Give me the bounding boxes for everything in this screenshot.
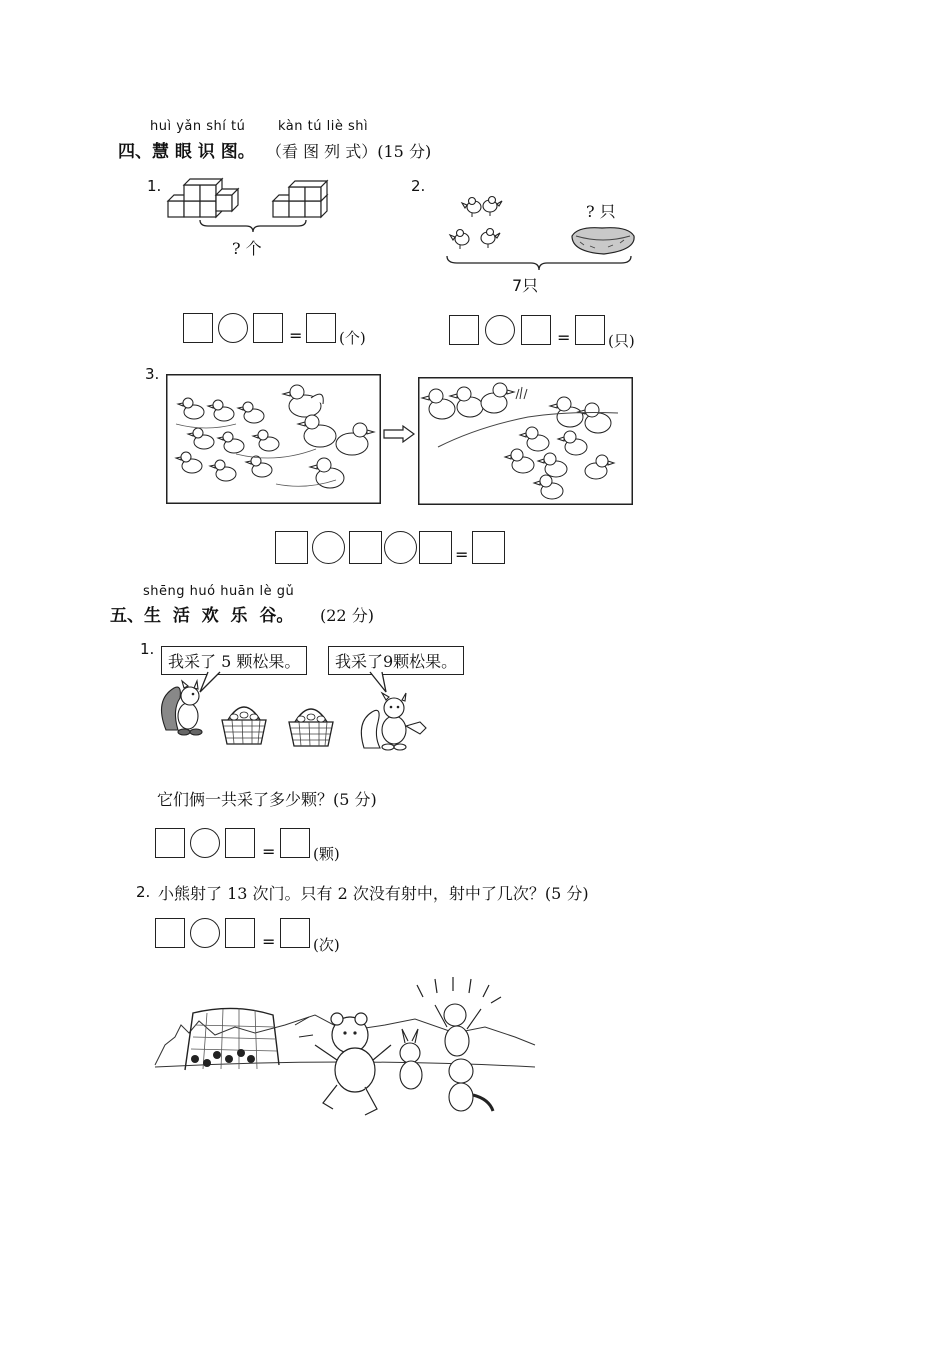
nest-icon [568,222,638,258]
answer-box[interactable] [225,918,255,948]
operator-circle[interactable] [190,828,220,858]
operator-circle[interactable] [485,315,515,345]
answer-box[interactable] [449,315,479,345]
section-4-subtitle: （看 图 列 式）(15 分) [266,142,432,161]
pinyin-heading-4b: kàn tú liè shì [278,119,369,134]
basket-icon [218,700,270,746]
equals-sign: = [262,842,276,861]
answer-box[interactable] [155,918,185,948]
question-number: 1. [147,177,162,195]
duck-scene-after [418,377,633,505]
answer-box[interactable] [280,918,310,948]
duck-scene-before [166,374,381,504]
pinyin-heading-4a: huì yǎn shí tú [150,119,246,134]
answer-box[interactable] [419,531,452,564]
question-number: 3. [145,365,160,383]
equals-sign: = [455,545,469,564]
speech-bubble: 我采了9颗松果。 [328,646,464,675]
question-label: ? 只 [586,202,616,221]
answer-box[interactable] [183,313,213,343]
answer-box[interactable] [472,531,505,564]
brace-1 [198,218,308,234]
basket-icon [285,702,337,748]
speech-bubble: 我采了 5 颗松果。 [161,646,307,675]
question-number: 2. [411,177,426,195]
cube-stack-icon [165,175,335,220]
football-scene [155,975,540,1120]
soccer-goal-icon [185,1008,279,1070]
unit-label: (个) [339,329,366,347]
operator-circle[interactable] [218,313,248,343]
bear-icon [315,1013,391,1115]
squirrel-icon [160,680,208,736]
question-text: 小熊射了 13 次门。只有 2 次没有射中，射中了几次？(5 分) [158,884,589,903]
answer-box[interactable] [306,313,336,343]
arrow-right-icon [383,426,415,442]
section-5-heading: 五、生 活 欢 乐 谷。 [110,606,294,626]
unit-label: (次) [313,936,340,954]
equals-sign: = [557,328,571,347]
answer-box[interactable] [349,531,382,564]
section-4-heading: 四、慧 眼 识 图。 [118,142,255,162]
operator-circle[interactable] [384,531,417,564]
brace-2 [445,254,635,272]
answer-box[interactable] [275,531,308,564]
squirrel-icon [360,692,432,752]
equals-sign: = [262,932,276,951]
unit-label: (只) [608,332,635,350]
answer-box[interactable] [155,828,185,858]
answer-box[interactable] [253,313,283,343]
answer-box[interactable] [575,315,605,345]
pinyin-heading-5: shēng huó huān lè gǔ [143,584,295,599]
answer-box[interactable] [225,828,255,858]
bubble-tails [190,672,400,694]
answer-box[interactable] [521,315,551,345]
operator-circle[interactable] [312,531,345,564]
equals-sign: = [289,326,303,345]
section-5-subtitle: (22 分) [320,606,374,625]
question-number: 1. [140,640,155,658]
question-text: 它们俩一共采了多少颗？(5 分) [157,790,377,809]
answer-box[interactable] [280,828,310,858]
unit-label: (颗) [313,845,340,863]
question-number: 2. [136,883,151,901]
operator-circle[interactable] [190,918,220,948]
bird-icon [448,195,508,260]
question-label: ? 个 [232,239,262,258]
total-label: 7只 [512,276,539,295]
